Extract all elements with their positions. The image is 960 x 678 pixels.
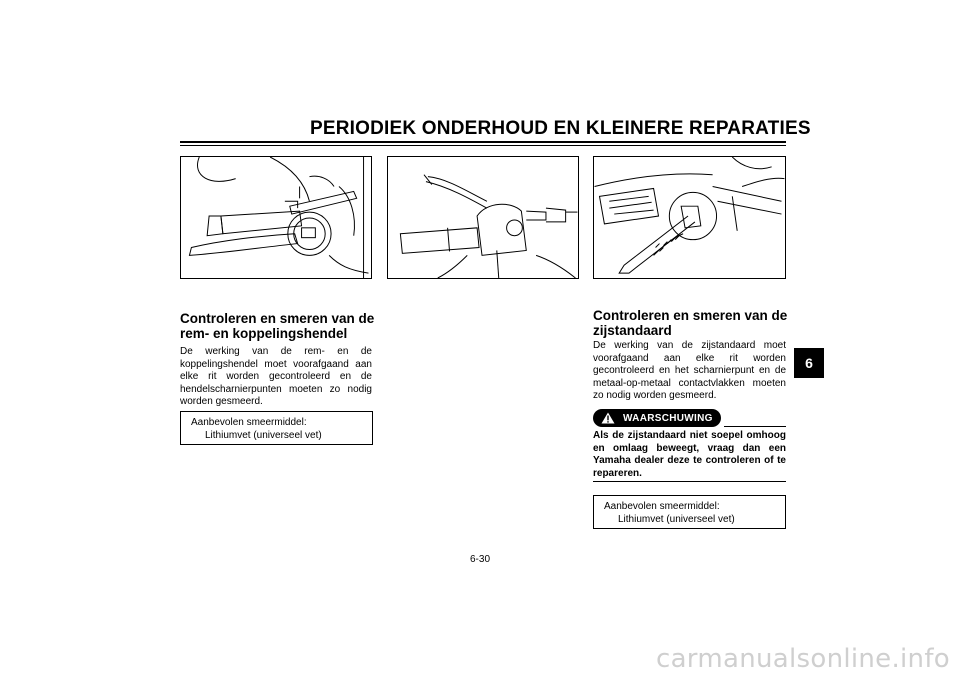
stand-body-text: De werking van de zijstandaard moet voorafgaand aan elke rit worden gecontroleerd en het scharnierpunt en de metaal-op-metaal contactvlakken moeten zo nodig worden gesmeerd. [593,340,786,402]
watermark: carmanualsonline.info [655,644,950,674]
header-rule-thin [180,145,786,146]
chapter-tab: 6 [794,348,824,378]
heading-line: Controleren en smeren van de [180,311,375,326]
page-number: 6-30 [469,554,490,565]
page-title: PERIODIEK ONDERHOUD EN KLEINERE REPARATIES [310,118,811,139]
header-rule [180,141,786,143]
warning-label: WAARSCHUWING [623,412,713,424]
section-heading-lever [180,311,380,341]
heading-line: zijstandaard [593,323,672,338]
warning-badge [593,409,721,427]
lubricant-spec-box-stand [593,495,786,529]
warning-rule [724,426,786,427]
brake-lever-illustration [180,156,372,279]
spec-value: Lithiumvet (universeel vet) [618,513,735,525]
heading-line: rem- en koppelingshendel [180,326,348,341]
side-stand-illustration [593,156,786,279]
lubricant-spec-box [180,411,373,445]
spec-value: Lithiumvet (universeel vet) [205,429,322,441]
lever-body-text: De werking van de rem- en de koppelingshendel moet voorafgaand aan elke rit worden gecontroleerd en de hendelscharnierpunten moeten zo nodig worden gesmeerd. [180,346,372,408]
spec-label: Aanbevolen smeermiddel: [191,417,307,428]
spec-label: Aanbevolen smeermiddel: [604,501,720,512]
warning-text: Als de zijstandaard niet soepel omhoog en omlaag beweegt, vraag dan een Yamaha dealer deze te controleren of te repareren. [593,430,786,479]
heading-line: Controleren en smeren van de [593,308,788,323]
warning-rule-bottom [593,481,786,482]
clutch-lever-illustration [387,156,579,279]
warning-triangle-icon [601,412,615,424]
section-heading-stand [593,308,793,338]
